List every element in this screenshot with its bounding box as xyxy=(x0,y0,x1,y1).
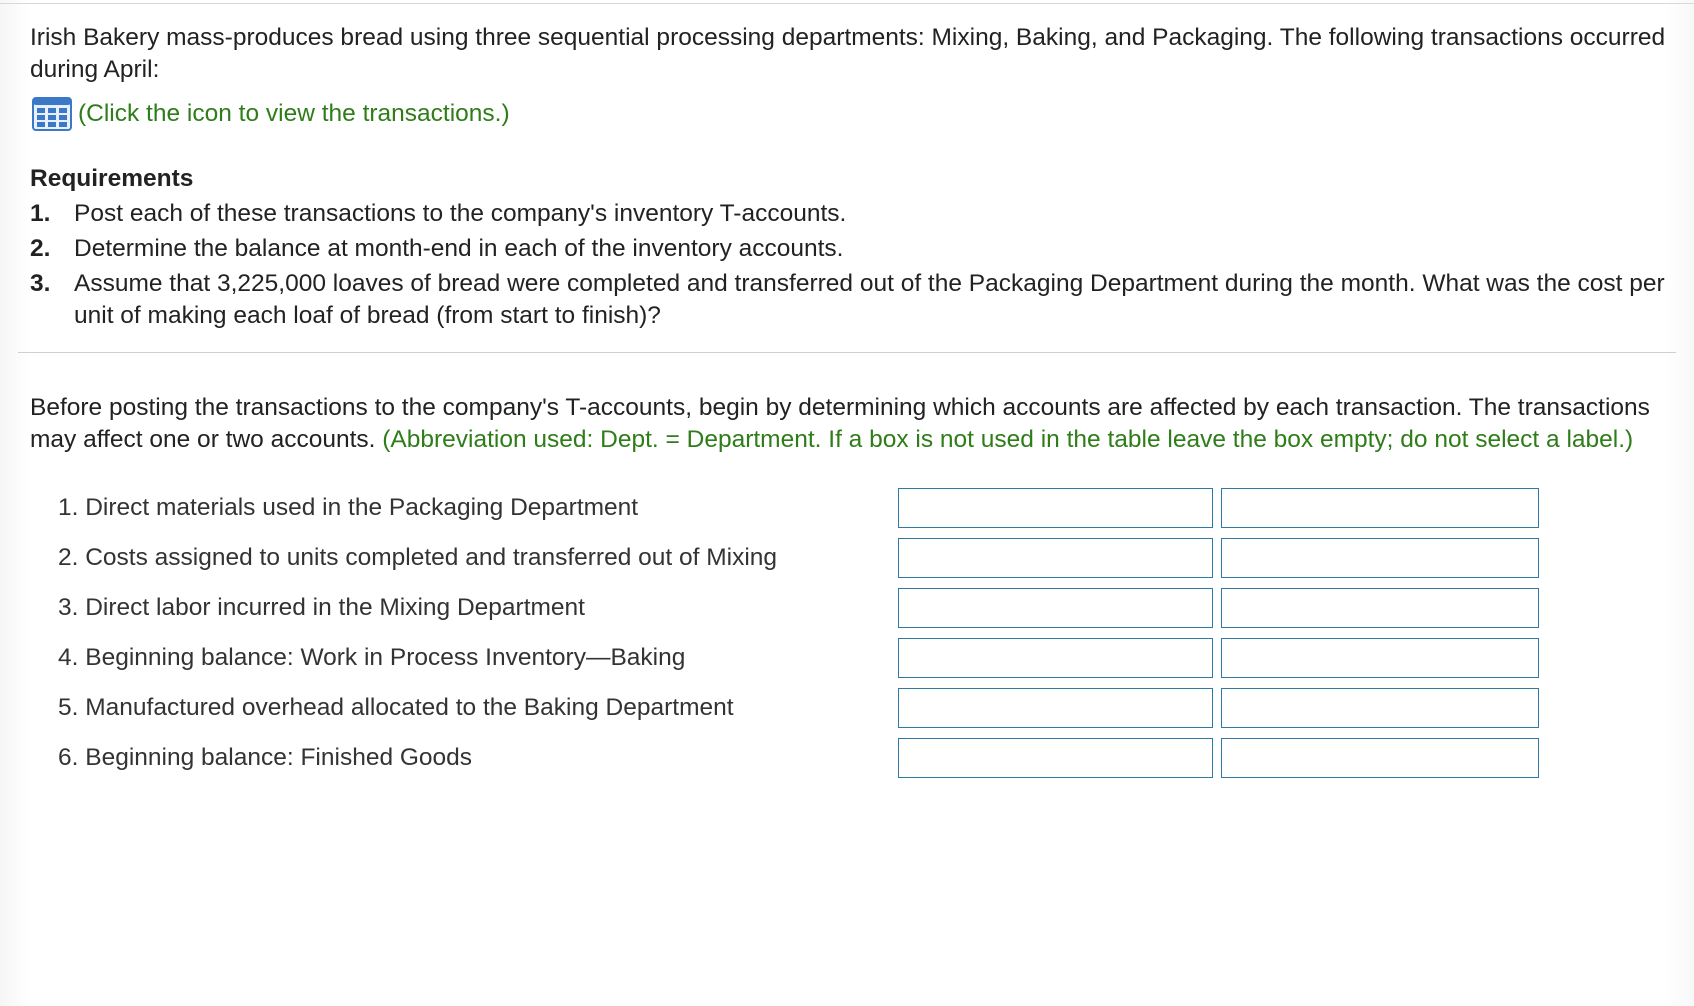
transaction-row-1 xyxy=(0,488,1694,532)
account-1-input[interactable] xyxy=(898,488,1213,528)
instructions xyxy=(30,392,1674,456)
account-2-input[interactable] xyxy=(1221,588,1539,628)
transaction-row-5 xyxy=(0,688,1694,732)
instructions-text: Before posting the transactions to the company's T-accounts, begin by determining which accounts are affected by each transaction. The transactions may affect one or two accounts. xyxy=(30,394,1650,453)
view-transactions-text[interactable]: (Click the icon to view the transactions.) xyxy=(78,100,510,127)
transaction-label: 6. Beginning balance: Finished Goods xyxy=(58,744,473,771)
transaction-row-6 xyxy=(0,738,1694,782)
requirement-text: Post each of these transactions to the company's inventory T-accounts. xyxy=(74,200,847,227)
account-1-input[interactable] xyxy=(898,588,1213,628)
transaction-label: 3. Direct labor incurred in the Mixing Department xyxy=(58,594,585,621)
account-2-input[interactable] xyxy=(1221,688,1539,728)
account-1-input[interactable] xyxy=(898,738,1213,778)
requirement-number: 3. xyxy=(30,270,51,297)
transaction-row-3 xyxy=(0,588,1694,632)
requirement-number: 2. xyxy=(30,235,51,262)
requirement-item xyxy=(30,198,1670,230)
transaction-label: 2. Costs assigned to units completed and transferred out of Mixing xyxy=(58,544,778,571)
requirement-item xyxy=(30,268,1670,332)
top-divider xyxy=(0,3,1694,4)
requirement-number: 1. xyxy=(30,200,51,227)
account-1-input[interactable] xyxy=(898,638,1213,678)
account-1-input[interactable] xyxy=(898,538,1213,578)
requirements-title: Requirements xyxy=(30,165,194,192)
section-divider xyxy=(18,352,1676,353)
requirement-text: Determine the balance at month-end in each of the inventory accounts. xyxy=(74,235,844,262)
problem-intro: Irish Bakery mass-produces bread using three sequential processing departments: Mixing, Baking, and Packaging. The following transactions occurred during April: xyxy=(30,24,1666,83)
requirement-item xyxy=(30,233,1670,265)
requirements-list xyxy=(30,198,1670,335)
account-2-input[interactable] xyxy=(1221,488,1539,528)
instructions-note: (Abbreviation used: Dept. = Department. If a box is not used in the table leave the box empty; do not select a label.) xyxy=(382,426,1634,453)
transaction-label: 5. Manufactured overhead allocated to the Baking Department xyxy=(58,694,734,721)
account-2-input[interactable] xyxy=(1221,538,1539,578)
requirement-text: Assume that 3,225,000 loaves of bread were completed and transferred out of the Packaging Department during the month. What was the cost per unit of making each loaf of bread (from start to finish)? xyxy=(74,270,1665,329)
account-1-input[interactable] xyxy=(898,688,1213,728)
transaction-label: 1. Direct materials used in the Packaging Department xyxy=(58,494,639,521)
view-transactions-link[interactable] xyxy=(32,96,510,132)
account-2-input[interactable] xyxy=(1221,638,1539,678)
transaction-label: 4. Beginning balance: Work in Process Inventory—Baking xyxy=(58,644,686,671)
transaction-row-2 xyxy=(0,538,1694,582)
account-2-input[interactable] xyxy=(1221,738,1539,778)
transaction-row-4 xyxy=(0,638,1694,682)
data-table-icon[interactable] xyxy=(32,97,72,131)
